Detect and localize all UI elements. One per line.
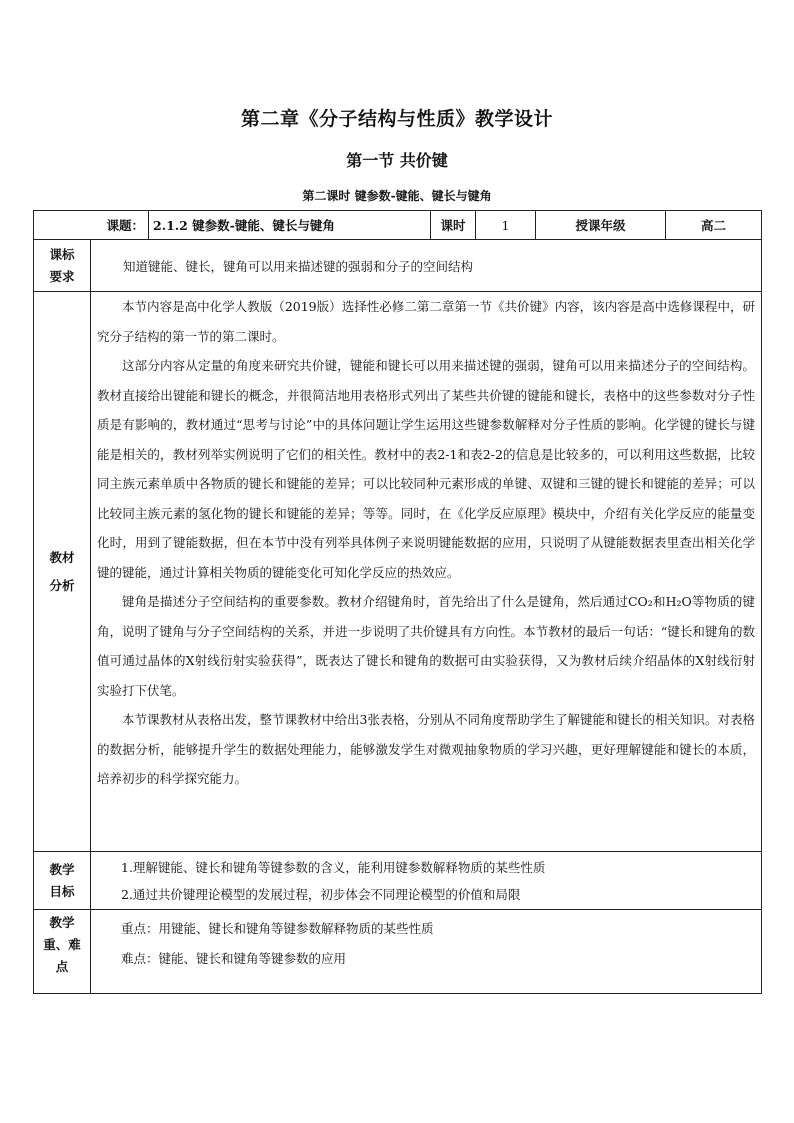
document-title: 第二章《分子结构与性质》教学设计: [240, 108, 553, 130]
analysis-paragraph: 本节内容是高中化学人教版（2019版）选择性必修二第二章第一节《共价键》内容，该内容是高中选修课程中，研究分子结构的第一节的第二课时。: [97, 299, 756, 344]
goals-text: [91, 852, 762, 910]
period-value: 1: [476, 211, 536, 240]
standard-label: [34, 240, 91, 292]
goals-label-line1: 教学: [49, 861, 75, 877]
analysis-paragraph: 本节课教材从表格出发，整节课教材中给出3张表格，分别从不同角度帮助学生了解键能和键长的相关知识。对表格的数据分析，能够提升学生的数据处理能力，能够激发学生对微观抽象物质的学习兴趣，更好理解键能和键长的本质，培养初步的科学探究能力。: [97, 712, 756, 786]
standard-label-line1: 课标: [49, 246, 75, 262]
analysis-row: [34, 292, 762, 852]
goals-label-line2: 目标: [49, 883, 75, 899]
analysis-paragraph: 这部分内容从定量的角度来研究共价键，键能和键长可以用来描述键的强弱，键角可以用来描述分子的空间结构。教材直接给出键能和键长的概念，并很简洁地用表格形式列出了某些共价键的键能和键长，表格中的这些参数对分子性质是有影响的，教材通过“思考与讨论”中的具体问题让学生运用这些键参数解释对分子性质的影响。化学键的键长与键能是相关的，教材列举实例说明了它们的相关性。教材中的表2-1和表2-2的信息是比较多的，可以利用这些数据，比较同主族元素单质中各物质的键长和键能的差异；可以比较同种元素形成的单键、双键和三键的键长和键能的差异；可以比较同主族元素的氢化物的键长和键能的差异；等等。同时，在《化学反应原理》模块中，介绍有关化学反应的能量变化时，用到了键能数据，但在本节中没有列举具体例子来说明键能数据的应用，只说明了从键能数据表里查出相关化学键的键能，通过计算相关物质的键能变化可知化学反应的热效应。: [97, 358, 756, 580]
focus-item-key: 重点：用键能、键长和键角等键参数解释物质的某些性质: [121, 921, 434, 936]
focus-item-difficult: 难点：键能、键长和键角等键参数的应用: [121, 951, 347, 966]
focus-label-line3: 点: [55, 959, 69, 974]
section-title: 第一节 共价键: [346, 151, 448, 170]
grade-value: 高二: [666, 211, 762, 240]
goal-item: 1.理解键能、键长和键角等键参数的含义，能利用键参数解释物质的某些性质: [121, 859, 546, 875]
topic-label: 课题：: [34, 211, 149, 240]
analysis-label-line2: 分析: [49, 577, 75, 593]
goals-row: [34, 852, 762, 910]
analysis-label: [34, 292, 91, 852]
topic-value: 2.1.2 键参数-键能、键长与键角: [149, 211, 431, 240]
focus-label: [34, 910, 91, 994]
focus-label-line2: 重、难: [43, 937, 81, 952]
goal-item: 2.通过共价键理论模型的发展过程，初步体会不同理论模型的价值和局限: [121, 886, 521, 902]
analysis-label-line1: 教材: [49, 549, 75, 565]
lesson-title: 第二课时 键参数-键能、键长与键角: [302, 189, 492, 203]
header-row: [34, 211, 762, 240]
grade-label: 授课年级: [536, 211, 666, 240]
goals-label: [34, 852, 91, 910]
focus-label-line1: 教学: [49, 915, 75, 930]
analysis-paragraph: 键角是描述分子空间结构的重要参数。教材介绍键角时，首先给出了什么是键角，然后通过CO₂和H₂O等物质的键角，说明了键角与分子空间结构的关系，并进一步说明了共价键具有方向性。本节教材的最后一句话：“键长和键角的数值可通过晶体的X射线衍射实验获得”，既表达了键长和键角的数据可由实验获得，又为教材后续介绍晶体的X射线衍射实验打下伏笔。: [97, 594, 756, 698]
standard-text: 知道键能、键长，键角可以用来描述键的强弱和分子的空间结构: [91, 240, 762, 292]
standard-row: [34, 240, 762, 292]
standard-label-line2: 要求: [49, 268, 75, 284]
focus-row: [34, 910, 762, 994]
period-label: 课时: [431, 211, 476, 240]
analysis-text: [91, 292, 762, 852]
focus-text: [91, 910, 762, 994]
lesson-plan-table: [33, 210, 762, 994]
